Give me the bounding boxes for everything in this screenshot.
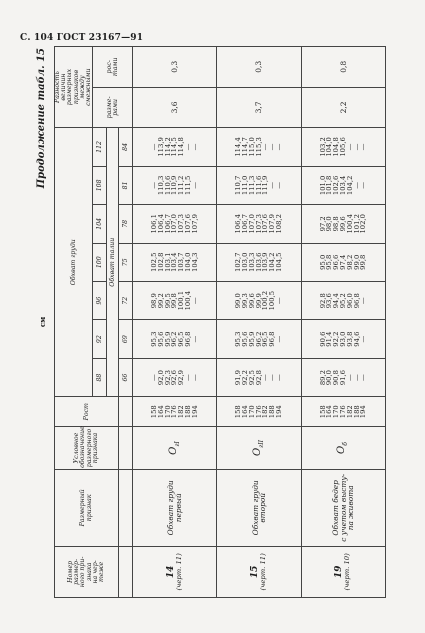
value: — — [359, 335, 368, 343]
table-row — [133, 47, 217, 598]
value: 114,5 — [170, 137, 179, 157]
row-symbol — [301, 427, 385, 470]
value: 95,3 — [150, 331, 159, 347]
symbol-sub: б — [342, 442, 350, 446]
value: — — [190, 181, 199, 189]
value-cell — [133, 243, 217, 281]
value: 97,2 — [318, 216, 327, 232]
value: 95,8 — [325, 254, 334, 270]
header-name: Размерный признак — [55, 469, 119, 546]
value: — — [268, 181, 277, 189]
value: 95,0 — [318, 254, 327, 270]
value: 106,7 — [163, 214, 172, 234]
diff-size: 2,2 — [301, 87, 385, 128]
header-chest: 108 — [93, 166, 107, 204]
value: 106,1 — [150, 214, 159, 234]
header-symbol: Условное обозначение размерного признака — [55, 427, 119, 470]
row-figure-ref: (черт. 10) — [343, 553, 352, 591]
value: 106,4 — [234, 214, 243, 234]
value: — — [150, 181, 159, 189]
rost-value: 164 — [325, 405, 334, 419]
value: 111,6 — [254, 175, 263, 196]
value-cell — [301, 128, 385, 166]
value: 99,6 — [338, 216, 347, 232]
row-symbol — [217, 427, 301, 470]
value: 93,6 — [325, 293, 334, 309]
header-diff-group: Разность величин размерных признаков между смежными — [55, 47, 93, 128]
row-rost — [133, 397, 217, 427]
value: 92,8 — [318, 293, 327, 309]
header-waist: 69 — [119, 320, 133, 358]
value: 98,9 — [150, 293, 159, 309]
row-rost — [217, 397, 301, 427]
rost-value: 188 — [268, 405, 277, 419]
value: — — [275, 374, 284, 381]
value: 115,0 — [247, 137, 256, 157]
value: 100,5 — [268, 290, 277, 311]
value: 107,0 — [247, 214, 256, 234]
header-waist: 78 — [119, 205, 133, 243]
value: 100,4 — [184, 290, 193, 311]
value: 99,9 — [254, 293, 263, 309]
value: 110,9 — [170, 175, 179, 196]
value: 94,4 — [332, 293, 341, 309]
row-symbol — [133, 427, 217, 470]
row-figure-ref: (черт. 11) — [174, 553, 183, 591]
value: 94,6 — [352, 331, 361, 347]
value: 107,9 — [268, 214, 277, 234]
diff-size: 3,6 — [133, 87, 217, 128]
header-nomer: Номер размер- ного при- знака на чер- теже — [55, 546, 119, 597]
value: 92,9 — [177, 370, 186, 386]
value: — — [359, 297, 368, 305]
value: 107,6 — [184, 214, 193, 234]
value: 103,3 — [247, 252, 256, 272]
rost-value: 194 — [275, 405, 284, 419]
row-figure-ref: (черт. 11) — [259, 553, 268, 591]
row-number — [301, 546, 385, 597]
rost-value: 182 — [345, 405, 354, 419]
value: 104,2 — [345, 175, 354, 196]
diff-height: 0,3 — [217, 47, 301, 88]
value: 99,2 — [156, 293, 165, 309]
row-number-value: 15 — [250, 565, 261, 579]
value: 104,0 — [184, 252, 193, 272]
rost-value: 164 — [156, 405, 165, 419]
value: 107,3 — [254, 214, 263, 234]
value: 96,2 — [254, 331, 263, 347]
value: 101,0 — [318, 175, 327, 196]
row-number-value: 14 — [165, 565, 176, 579]
value: 111,5 — [184, 175, 193, 196]
value: — — [345, 143, 354, 151]
value: 96,5 — [177, 331, 186, 347]
value-cell — [301, 320, 385, 358]
value: — — [345, 374, 354, 381]
value: 111,2 — [177, 175, 186, 196]
value: 99,5 — [163, 293, 172, 309]
value: 101,8 — [325, 175, 334, 196]
value: 104,2 — [268, 252, 277, 272]
row-number — [133, 546, 217, 597]
value: 98,2 — [345, 254, 354, 270]
value: 104,5 — [275, 252, 284, 272]
value: 91,6 — [338, 370, 347, 386]
value: 92,5 — [247, 370, 256, 386]
value: 92,2 — [241, 370, 250, 386]
value: 98,0 — [325, 216, 334, 232]
header-waist: 75 — [119, 243, 133, 281]
value: 104,0 — [325, 137, 334, 157]
value: 92,0 — [156, 370, 165, 386]
value: 103,1 — [163, 252, 172, 272]
value-cell — [133, 320, 217, 358]
value-cell — [217, 166, 301, 204]
header-obkhvat-talii: Обхват талии — [107, 128, 119, 397]
rost-value: 194 — [359, 405, 368, 419]
rost-value: 176 — [170, 405, 179, 419]
header-chest: 88 — [93, 358, 107, 396]
header-chest: 104 — [93, 205, 107, 243]
value-cell — [133, 205, 217, 243]
value: — — [359, 181, 368, 189]
value: 91,9 — [234, 370, 243, 386]
row-rost — [301, 397, 385, 427]
value: 90,0 — [325, 370, 334, 386]
table-row — [217, 47, 301, 598]
header-chest: 92 — [93, 320, 107, 358]
value: 92,3 — [163, 370, 172, 386]
rost-value: 170 — [332, 405, 341, 419]
rost-value: 164 — [241, 405, 250, 419]
page-header: С. 104 ГОСТ 23167—91 — [20, 33, 144, 43]
value-cell — [301, 358, 385, 396]
value: 99,8 — [170, 293, 179, 309]
value: — — [275, 181, 284, 189]
value: — — [150, 374, 159, 381]
value: 95,9 — [247, 331, 256, 347]
value: 95,3 — [234, 331, 243, 347]
header-waist: 84 — [119, 128, 133, 166]
rost-value: 176 — [338, 405, 347, 419]
header-waist: 66 — [119, 358, 133, 396]
continuation-title: Продолжение табл. 15 — [36, 48, 47, 189]
rost-value: 188 — [184, 405, 193, 419]
symbol-sub: гII — [258, 440, 266, 448]
value: — — [352, 181, 361, 189]
value: 111,0 — [241, 175, 250, 196]
value: 99,8 — [359, 254, 368, 270]
value: — — [352, 143, 361, 151]
value: 107,6 — [261, 214, 270, 234]
value: 103,2 — [318, 137, 327, 157]
value: 100,4 — [345, 214, 354, 234]
value: 111,3 — [247, 175, 256, 196]
rotated-table-area — [32, 42, 392, 602]
value: 95,6 — [156, 331, 165, 347]
unit-label: см — [38, 316, 47, 328]
value-cell — [133, 128, 217, 166]
value: 98,8 — [332, 216, 341, 232]
value: 107,3 — [177, 214, 186, 234]
value: 102,6 — [332, 175, 341, 196]
rost-value: 158 — [318, 405, 327, 419]
value: — — [261, 374, 270, 381]
value: 103,6 — [254, 252, 263, 272]
value: 96,8 — [184, 331, 193, 347]
rost-value: 170 — [163, 405, 172, 419]
value: 92,6 — [170, 370, 179, 386]
value: 96,6 — [332, 254, 341, 270]
value: 92,8 — [254, 370, 263, 386]
value: 103,4 — [170, 252, 179, 272]
value: — — [184, 374, 193, 381]
value: — — [184, 143, 193, 151]
value: 113,9 — [156, 137, 165, 157]
value-cell — [301, 281, 385, 319]
value: 101,2 — [352, 214, 361, 234]
value: 100,1 — [177, 290, 186, 311]
value: — — [275, 335, 284, 343]
value: 114,8 — [177, 137, 186, 157]
diff-height: 0,8 — [301, 47, 385, 88]
value: 90,6 — [318, 331, 327, 347]
value: 115,3 — [254, 137, 263, 157]
header-chest: 96 — [93, 281, 107, 319]
symbol-main: O — [336, 445, 348, 454]
header-waist: 72 — [119, 281, 133, 319]
rost-value: 176 — [254, 405, 263, 419]
value: 106,7 — [241, 214, 250, 234]
value: — — [150, 143, 159, 151]
table-row — [301, 47, 385, 598]
header-obkhvat-grudi: Обхват груди — [55, 128, 93, 397]
value: 96,0 — [345, 293, 354, 309]
value: 96,8 — [268, 331, 277, 347]
value-cell — [217, 205, 301, 243]
value: 114,2 — [163, 137, 172, 157]
value-cell — [301, 243, 385, 281]
value: — — [359, 143, 368, 151]
value: — — [275, 297, 284, 305]
rost-value: 158 — [234, 405, 243, 419]
value-cell — [301, 166, 385, 204]
value: — — [352, 374, 361, 381]
value: — — [268, 374, 277, 381]
value: — — [190, 297, 199, 305]
value: 95,2 — [338, 293, 347, 309]
value-cell — [217, 320, 301, 358]
header-waist: 81 — [119, 166, 133, 204]
value: 102,5 — [150, 252, 159, 272]
value: 107,9 — [190, 214, 199, 234]
value: 90,8 — [332, 370, 341, 386]
value: 99,0 — [352, 254, 361, 270]
row-number — [217, 546, 301, 597]
value: 104,3 — [190, 252, 199, 272]
header-diff-rost: рос- тами — [93, 47, 133, 88]
value: 91,4 — [325, 331, 334, 347]
row-number-value: 19 — [334, 565, 345, 579]
value: — — [190, 374, 199, 381]
rost-value: 188 — [352, 405, 361, 419]
value: 92,2 — [332, 331, 341, 347]
value-cell — [217, 281, 301, 319]
value: 96,5 — [261, 331, 270, 347]
rost-value: 182 — [177, 405, 186, 419]
value-cell — [217, 128, 301, 166]
value: 111,9 — [261, 175, 270, 196]
measurement-table — [54, 46, 386, 598]
value: 102,0 — [359, 214, 368, 234]
symbol-sub: гI — [173, 441, 181, 447]
value: 114,7 — [241, 137, 250, 157]
value: — — [190, 335, 199, 343]
row-name: Обхват груди первый — [133, 469, 217, 546]
value: 95,9 — [163, 331, 172, 347]
value: 93,0 — [338, 331, 347, 347]
header-diff-razm: разме- рами — [93, 87, 133, 128]
rost-value: 194 — [190, 405, 199, 419]
value: 89,2 — [318, 370, 327, 386]
value: — — [359, 374, 368, 381]
value: 103,4 — [338, 175, 347, 196]
value: — — [261, 143, 270, 151]
value: 110,3 — [156, 175, 165, 196]
value: 106,4 — [156, 214, 165, 234]
diff-height: 0,3 — [133, 47, 217, 88]
rost-value: 182 — [261, 405, 270, 419]
value-cell — [133, 281, 217, 319]
row-name: Обхват бедер с учетом высту- па живота — [301, 469, 385, 546]
value: 99,3 — [241, 293, 250, 309]
value: 103,7 — [177, 252, 186, 272]
header-rost: Рост — [55, 397, 119, 427]
header-chest: 100 — [93, 243, 107, 281]
value: 114,4 — [234, 137, 243, 157]
value: 95,6 — [241, 331, 250, 347]
row-name: Обхват груди второй — [217, 469, 301, 546]
value: 103,0 — [241, 252, 250, 272]
header-chest: 112 — [93, 128, 107, 166]
value: 105,6 — [338, 137, 347, 157]
value: 96,2 — [170, 331, 179, 347]
symbol-main: O — [252, 447, 264, 457]
value: 100,2 — [261, 290, 270, 311]
value: 110,7 — [234, 175, 243, 196]
value: — — [268, 143, 277, 151]
value-cell — [133, 358, 217, 396]
diff-size: 3,7 — [217, 87, 301, 128]
value-cell — [133, 166, 217, 204]
symbol-main: O — [167, 446, 179, 455]
value: 97,4 — [338, 254, 347, 270]
value-cell — [301, 205, 385, 243]
rost-value: 158 — [150, 405, 159, 419]
value: 102,7 — [234, 252, 243, 272]
value: 96,8 — [352, 293, 361, 309]
value-cell — [217, 243, 301, 281]
value: 102,8 — [156, 252, 165, 272]
value: 99,0 — [234, 293, 243, 309]
value: 104,8 — [332, 137, 341, 157]
value-cell — [217, 358, 301, 396]
value: 93,8 — [345, 331, 354, 347]
value: 107,0 — [170, 214, 179, 234]
value: 103,9 — [261, 252, 270, 272]
value: — — [190, 143, 199, 151]
value: — — [275, 143, 284, 151]
value: 108,2 — [275, 214, 284, 234]
value: 110,6 — [163, 175, 172, 196]
rost-value: 170 — [247, 405, 256, 419]
value: 99,6 — [247, 293, 256, 309]
